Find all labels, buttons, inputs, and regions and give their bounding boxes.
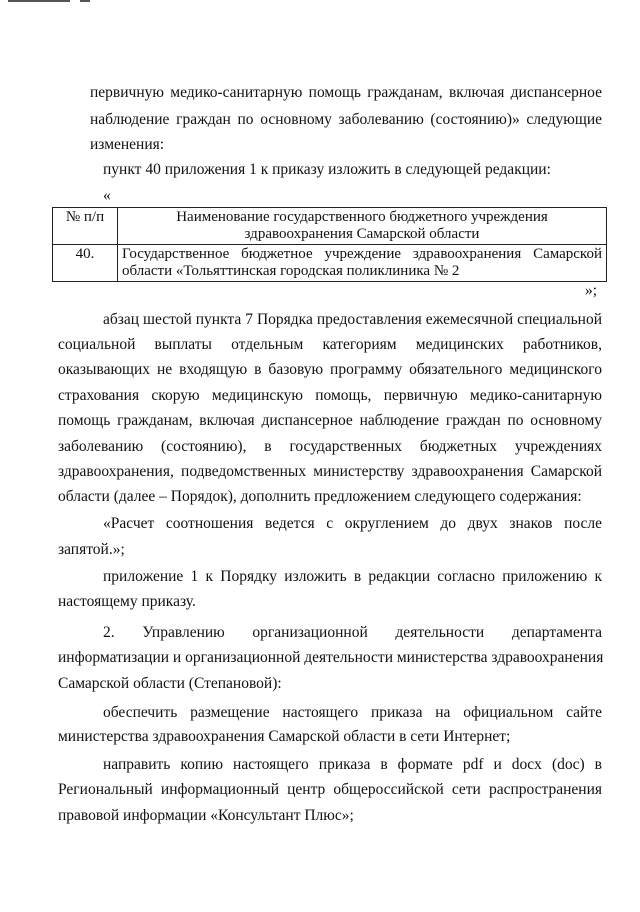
paragraph-line: «Расчет соотношения ведется с округлением до двух знаков после <box>103 515 602 532</box>
scan-edge-mark <box>8 0 70 2</box>
paragraph-line: изменения: <box>90 136 165 153</box>
paragraph-line: области (далее – Порядок), дополнить предложением следующего содержания: <box>58 488 582 505</box>
paragraph-line: 2. Управлению организационной деятельности департамента <box>103 624 602 641</box>
header-name-line: здравоохранения Самарской области <box>244 226 480 242</box>
table-header-row <box>53 208 607 245</box>
paragraph-line: социальной выплаты отдельным категориям медицинских работников, <box>58 336 602 353</box>
paragraph-line: первичную медико-санитарную помощь гражданам, включая диспансерное <box>90 84 602 101</box>
paragraph-line: Региональный информационный центр общероссийской сети распространения <box>58 781 602 798</box>
paragraph-line: запятой.»; <box>58 541 125 558</box>
paragraph-line: оказывающих не входящую в базовую программу обязательного медицинского <box>58 361 602 378</box>
quote-open: « <box>103 187 111 204</box>
table-row <box>53 245 607 282</box>
paragraph-line: наблюдение граждан по основному заболеванию (состоянию)» следующие <box>90 111 602 128</box>
paragraph-line: министерства здравоохранения Самарской области в сети Интернет; <box>58 728 511 745</box>
paragraph-line: настоящему приказу. <box>58 593 196 610</box>
paragraph-line: направить копию настоящего приказа в формате pdf и docx (doc) в <box>103 756 602 773</box>
paragraph-line: Самарской области (Степановой): <box>58 675 282 692</box>
quote-close: »; <box>585 282 598 299</box>
paragraph-line: пункт 40 приложения 1 к приказу изложить в следующей редакции: <box>103 161 551 178</box>
row-name-line: Государственное бюджетное учреждение здравоохранения Самарской <box>122 246 602 262</box>
paragraph-line: правовой информации «Консультант Плюс»; <box>58 807 354 824</box>
paragraph-line: обеспечить размещение настоящего приказа на официальном сайте <box>103 704 602 721</box>
header-number-cell: № п/п <box>53 208 118 245</box>
paragraph-line: здравоохранения, подведомственных министерству здравоохранения Самарской <box>58 463 602 480</box>
paragraph-line: абзац шестой пункта 7 Порядка предоставления ежемесячной специальной <box>103 311 602 328</box>
row-name-cell <box>118 245 607 282</box>
scan-edge-mark <box>80 0 90 2</box>
paragraph-line: информатизации и организационной деятельности министерства здравоохранения <box>58 649 604 666</box>
paragraph-line: заболеванию (состоянию), в государственных бюджетных учреждениях <box>58 438 602 455</box>
paragraph-line: страхования скорую медицинскую помощь, первичную медико-санитарную <box>58 387 602 404</box>
row-name-line: области «Тольяттинская городская поликлиника № 2 <box>122 263 460 279</box>
row-number-cell: 40. <box>53 245 118 282</box>
paragraph-line: помощь гражданам, включая диспансерное наблюдение граждан по основному <box>58 412 602 429</box>
header-name-cell <box>118 208 607 245</box>
institution-table <box>52 207 607 282</box>
paragraph-line: приложение 1 к Порядку изложить в редакции согласно приложению к <box>103 568 602 585</box>
header-name-line: Наименование государственного бюджетного учреждения <box>176 209 548 225</box>
